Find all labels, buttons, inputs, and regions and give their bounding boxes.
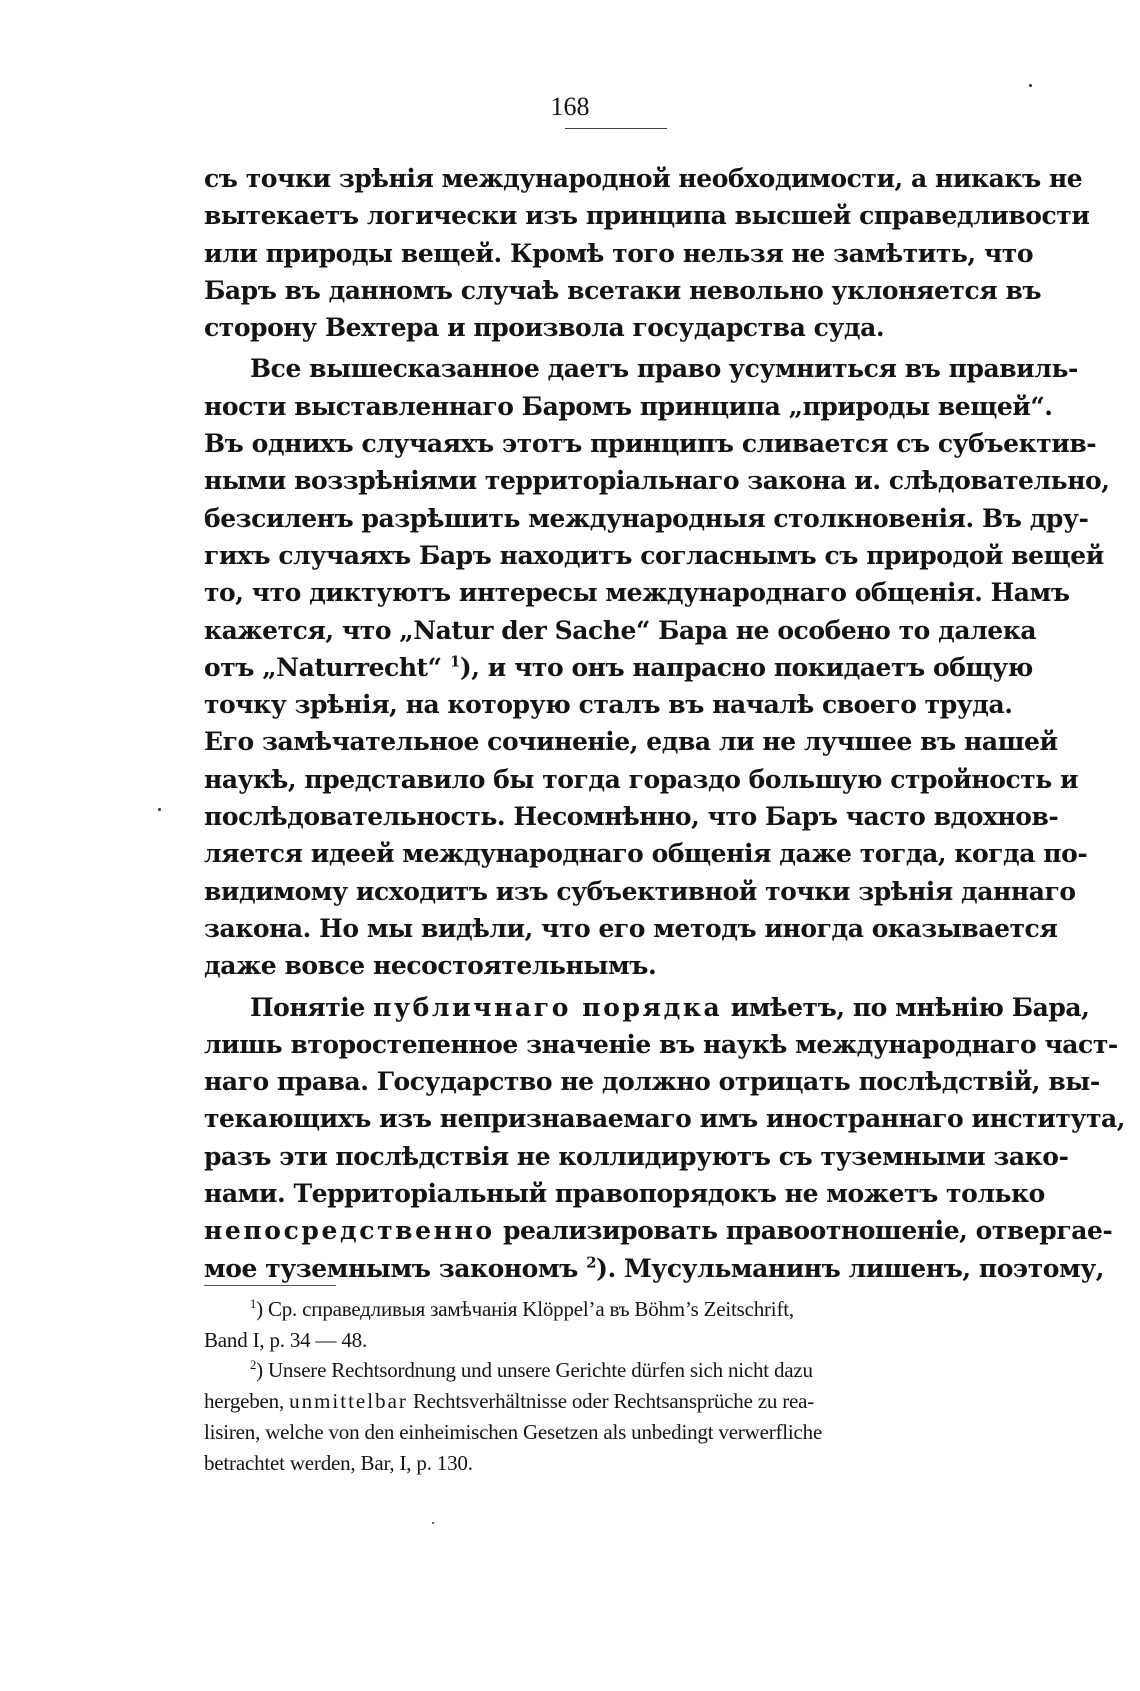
- scan-speck: [158, 808, 161, 811]
- text-line: ляется идеей международнаго общенія даже тогда, когда по-: [204, 839, 1088, 869]
- text-line: или природы вещей. Кромѣ того нельзя не замѣтить, что: [204, 238, 1034, 268]
- footnote-line: [204, 1355, 1030, 1386]
- text-line: послѣдовательность. Несомнѣнно, что Баръ часто вдохнов-: [204, 802, 1059, 832]
- text-segment: реализировать правоотношеніе, отвергае-: [502, 1216, 1113, 1246]
- text-line: [204, 649, 1033, 686]
- footnote-marker: 2: [250, 1358, 257, 1373]
- text-line: лишь второстепенное значеніе въ наукѣ международнаго част-: [204, 1029, 1118, 1059]
- paragraph-2: [204, 350, 1110, 984]
- text-line: закона. Но мы видѣли, что его методъ иногда оказывается: [204, 913, 1058, 943]
- text-segment: ) Ср. справедливыя замѣчанія Klöppel’а въ Böhm’s Zeitschrift,: [256, 1297, 794, 1321]
- text-line: вытекаетъ логически изъ принципа высшей справедливости: [204, 201, 1090, 231]
- text-line: ными воззрѣніями территоріальнаго закона и. слѣдовательно,: [204, 466, 1110, 496]
- page-number: 168: [550, 92, 590, 121]
- footnote-line: betrachtet werden, Bar, I, p. 130.: [204, 1450, 473, 1475]
- spaced-term: непосредственно: [204, 1216, 495, 1246]
- text-line: то, что диктуютъ интересы международнаго общенія. Намъ: [204, 578, 1070, 608]
- text-line: Его замѣчательное сочиненіе, едва ли не лучшее въ нашей: [204, 727, 1058, 757]
- text-segment: hergeben,: [204, 1389, 285, 1414]
- footnote-line: Band I, p. 34 — 48.: [204, 1327, 368, 1352]
- text-line: наго права. Государство не должно отрицать послѣдствій, вы-: [204, 1067, 1100, 1097]
- text-line: точку зрѣнія, на которую сталъ въ началѣ своего труда.: [204, 690, 1013, 720]
- text-line: сторону Вехтера и произвола государства суда.: [204, 313, 885, 343]
- text-line: текающихъ изъ непризнаваемаго имъ иностраннаго института,: [204, 1104, 1125, 1134]
- text-segment: ). Мусульманинъ лишенъ, поэтому,: [596, 1253, 1105, 1283]
- text-segment: Понятіе: [250, 992, 365, 1022]
- text-line: Въ однихъ случаяхъ этотъ принципъ сливается съ субъектив-: [204, 429, 1097, 459]
- text-line: ности выставленнаго Баромъ принципа „природы вещей“.: [204, 391, 1053, 421]
- footnote-marker: 1: [250, 1297, 257, 1311]
- text-segment: мое туземнымъ закономъ: [204, 1253, 578, 1283]
- text-line: разъ эти послѣдствія не коллидируютъ съ туземными зако-: [204, 1141, 1069, 1171]
- text-line: безсиленъ разрѣшить международныя столкновенія. Въ дру-: [204, 503, 1089, 533]
- text-line: [204, 1212, 1113, 1249]
- text-segment: ), и что онъ напрасно покидаетъ общую: [459, 652, 1033, 682]
- footnote-rule: [204, 1285, 336, 1286]
- text-line: нами. Территоріальный правопорядокъ не можетъ только: [204, 1179, 1045, 1209]
- footnote-ref-2: 2: [586, 1253, 597, 1272]
- text-line: съ точки зрѣнія международной необходимости, а никакъ не: [204, 164, 1083, 193]
- text-segment: ) Unsere Rechtsordnung und unsere Gerichte dürfen sich nicht dazu: [256, 1358, 813, 1383]
- text-line: кажется, что „Natur der Sache“ Бара не особено то далека: [204, 615, 1037, 645]
- footnote-2: [204, 1355, 1030, 1478]
- text-line: Баръ въ данномъ случаѣ всетаки невольно уклоняется въ: [204, 275, 1042, 305]
- spaced-term: публичнаго порядка: [373, 992, 723, 1022]
- footnote-line: [204, 1386, 1030, 1417]
- text-line: наукѣ, представило бы тогда гораздо большую стройность и: [204, 764, 1079, 794]
- text-line: Все вышесказанное даетъ право усумниться въ правиль-: [250, 354, 1078, 384]
- page-number-rule: [565, 128, 667, 129]
- text-segment: отъ „Naturrecht“: [204, 652, 442, 682]
- text-line: гихъ случаяхъ Баръ находитъ согласнымъ съ природой вещей: [204, 540, 1104, 570]
- main-text: [204, 160, 1125, 1287]
- text-segment: имѣетъ, по мнѣнію Бара,: [730, 992, 1090, 1022]
- paragraph-1: [204, 160, 1090, 346]
- text-line: видимому исходитъ изъ субъективной точки зрѣнія даннаго: [204, 876, 1076, 906]
- text-line: [204, 1250, 1105, 1287]
- text-segment: Rechtsverhältnisse oder Rechtsansprüche zu rea-: [412, 1389, 815, 1414]
- text-line: даже вовсе несостоятельнымъ.: [204, 951, 657, 981]
- scan-speck: [1029, 84, 1032, 87]
- footnote-line: lisiren, welche von den einheimischen Gesetzen als unbedingt verwerfliche: [204, 1419, 823, 1444]
- footnote-1: [204, 1294, 1030, 1355]
- text-line: [204, 989, 1090, 1026]
- paragraph-3: [204, 989, 1125, 1287]
- spaced-term: unmittelbar: [289, 1389, 408, 1414]
- footnote-line: [204, 1294, 1030, 1325]
- scan-speck: [432, 1522, 434, 1524]
- footnotes: [204, 1294, 1030, 1478]
- footnote-ref-1: 1: [449, 652, 460, 671]
